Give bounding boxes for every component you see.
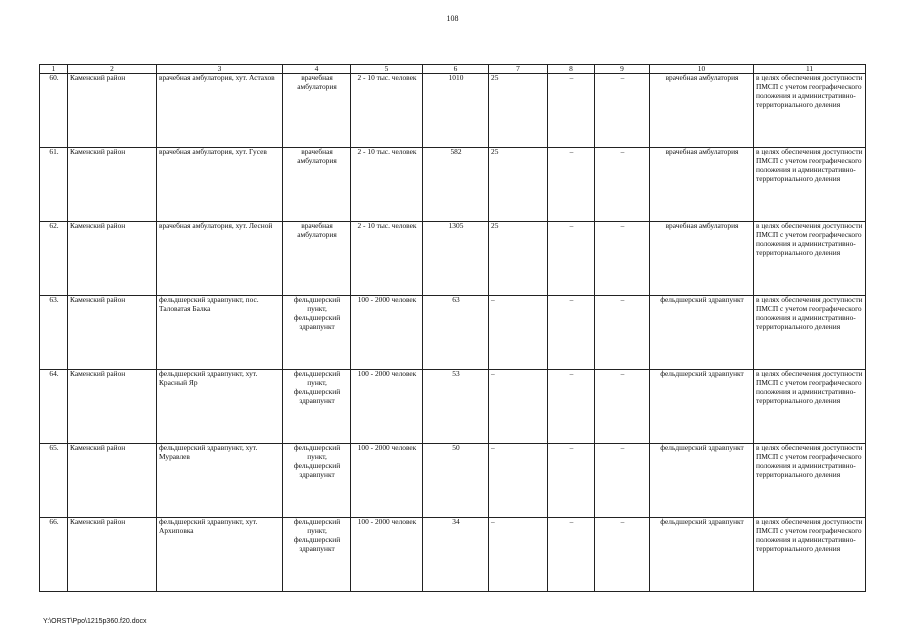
table-row (40, 296, 866, 370)
justification-cell: в целях обеспечения доступности ПМСП с учетом географического положения и административно-территориального деления (754, 370, 866, 444)
value-col6-cell: 53 (423, 370, 489, 444)
planned-type-cell: врачебная амбулатория (650, 222, 754, 296)
population-cell: 2 - 10 тыс. человек (351, 74, 423, 148)
value-col8-cell: – (548, 148, 595, 222)
column-header: 11 (754, 65, 866, 74)
facility-type-cell: врачебная амбулатория (283, 148, 351, 222)
column-header: 9 (595, 65, 650, 74)
facility-name-cell: врачебная амбулатория, хут. Лесной (157, 222, 283, 296)
facility-name-cell: фельдшерский здравпункт, хут. Архиповка (157, 518, 283, 592)
facility-type-cell: фельдшерский пункт, фельдшерский здравпункт (283, 518, 351, 592)
facility-type-cell: фельдшерский пункт, фельдшерский здравпункт (283, 444, 351, 518)
facility-name-cell: фельдшерский здравпункт, хут. Красный Яр (157, 370, 283, 444)
row-number: 66. (40, 518, 68, 592)
district-cell: Каменский район (68, 222, 157, 296)
value-col7-cell: 25 (489, 222, 548, 296)
facility-type-cell: врачебная амбулатория (283, 74, 351, 148)
value-col8-cell: – (548, 74, 595, 148)
population-cell: 100 - 2000 человек (351, 296, 423, 370)
row-number: 65. (40, 444, 68, 518)
population-cell: 100 - 2000 человек (351, 518, 423, 592)
justification-cell: в целях обеспечения доступности ПМСП с учетом географического положения и административно-территориального деления (754, 296, 866, 370)
column-number-row (40, 65, 866, 74)
table-row (40, 74, 866, 148)
justification-cell: в целях обеспечения доступности ПМСП с учетом географического положения и административно-территориального деления (754, 444, 866, 518)
justification-cell: в целях обеспечения доступности ПМСП с учетом географического положения и административно-территориального деления (754, 74, 866, 148)
column-header: 1 (40, 65, 68, 74)
district-cell: Каменский район (68, 370, 157, 444)
value-col8-cell: – (548, 518, 595, 592)
value-col7-cell: – (489, 370, 548, 444)
population-cell: 2 - 10 тыс. человек (351, 148, 423, 222)
value-col6-cell: 582 (423, 148, 489, 222)
value-col8-cell: – (548, 370, 595, 444)
value-col9-cell: – (595, 148, 650, 222)
row-number: 60. (40, 74, 68, 148)
district-cell: Каменский район (68, 518, 157, 592)
column-header: 10 (650, 65, 754, 74)
value-col8-cell: – (548, 222, 595, 296)
value-col9-cell: – (595, 518, 650, 592)
column-header: 7 (489, 65, 548, 74)
facility-type-cell: фельдшерский пункт, фельдшерский здравпункт (283, 370, 351, 444)
value-col7-cell: – (489, 296, 548, 370)
planned-type-cell: фельдшерский здравпункт (650, 296, 754, 370)
facility-name-cell: врачебная амбулатория, хут. Астахов (157, 74, 283, 148)
facility-name-cell: врачебная амбулатория, хут. Гусев (157, 148, 283, 222)
facility-type-cell: фельдшерский пункт, фельдшерский здравпункт (283, 296, 351, 370)
column-header: 6 (423, 65, 489, 74)
table-row (40, 518, 866, 592)
column-header: 8 (548, 65, 595, 74)
table-row (40, 148, 866, 222)
row-number: 61. (40, 148, 68, 222)
facility-type-cell: врачебная амбулатория (283, 222, 351, 296)
district-cell: Каменский район (68, 296, 157, 370)
page-number: 108 (446, 14, 459, 23)
row-number: 64. (40, 370, 68, 444)
row-number: 62. (40, 222, 68, 296)
column-header: 5 (351, 65, 423, 74)
justification-cell: в целях обеспечения доступности ПМСП с учетом географического положения и административно-территориального деления (754, 148, 866, 222)
value-col7-cell: 25 (489, 148, 548, 222)
planned-type-cell: врачебная амбулатория (650, 74, 754, 148)
value-col9-cell: – (595, 370, 650, 444)
value-col6-cell: 1010 (423, 74, 489, 148)
district-cell: Каменский район (68, 74, 157, 148)
value-col8-cell: – (548, 444, 595, 518)
justification-cell: в целях обеспечения доступности ПМСП с учетом географического положения и административно-территориального деления (754, 222, 866, 296)
column-header: 2 (68, 65, 157, 74)
justification-cell: в целях обеспечения доступности ПМСП с учетом географического положения и административно-территориального деления (754, 518, 866, 592)
value-col9-cell: – (595, 444, 650, 518)
district-cell: Каменский район (68, 444, 157, 518)
value-col9-cell: – (595, 74, 650, 148)
planned-type-cell: врачебная амбулатория (650, 148, 754, 222)
value-col6-cell: 34 (423, 518, 489, 592)
value-col6-cell: 50 (423, 444, 489, 518)
footer-file-path: Y:\ORST\Ppo\1215p360.f20.docx (43, 618, 147, 625)
value-col8-cell: – (548, 296, 595, 370)
planned-type-cell: фельдшерский здравпункт (650, 370, 754, 444)
facilities-table (39, 64, 866, 592)
table-row (40, 370, 866, 444)
facility-name-cell: фельдшерский здравпункт, хут. Муравлев (157, 444, 283, 518)
value-col7-cell: – (489, 444, 548, 518)
column-header: 3 (157, 65, 283, 74)
population-cell: 100 - 2000 человек (351, 370, 423, 444)
population-cell: 2 - 10 тыс. человек (351, 222, 423, 296)
value-col6-cell: 1305 (423, 222, 489, 296)
value-col7-cell: – (489, 518, 548, 592)
facility-name-cell: фельдшерский здравпункт, пос. Таловатая Балка (157, 296, 283, 370)
value-col9-cell: – (595, 222, 650, 296)
column-header: 4 (283, 65, 351, 74)
row-number: 63. (40, 296, 68, 370)
value-col6-cell: 63 (423, 296, 489, 370)
planned-type-cell: фельдшерский здравпункт (650, 444, 754, 518)
population-cell: 100 - 2000 человек (351, 444, 423, 518)
district-cell: Каменский район (68, 148, 157, 222)
table-row (40, 222, 866, 296)
value-col7-cell: 25 (489, 74, 548, 148)
table-row (40, 444, 866, 518)
value-col9-cell: – (595, 296, 650, 370)
planned-type-cell: фельдшерский здравпункт (650, 518, 754, 592)
